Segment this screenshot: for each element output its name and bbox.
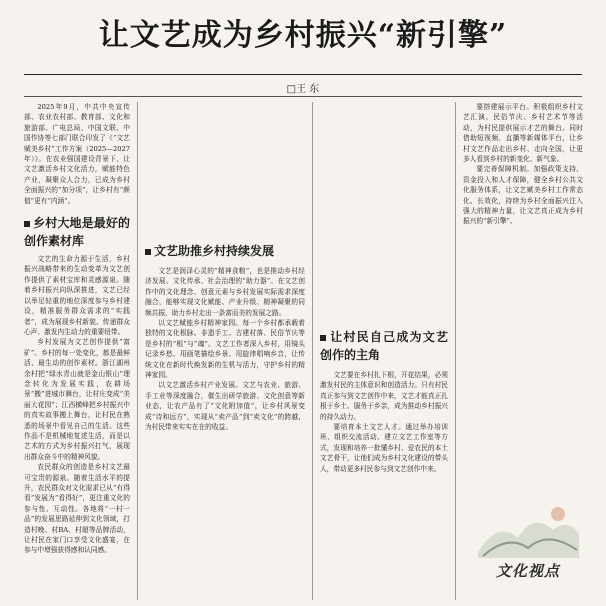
column-1 [24,102,130,602]
article-title: 让文艺成为乡村振兴“新引擎” [98,18,508,53]
section-heading-2 [145,242,305,260]
column-logo [473,500,583,596]
section-heading-3 [320,328,448,364]
body-paragraph: 要完善保障机制。加强政策支持、资金投入和人才保障，健全乡村公共文化服务体系，让文艺赋美乡村工作常态化、长效化，持续为乡村全面振兴注入强大的精神力量，让文艺真正成为乡村振兴的“新引擎”。 [463,165,583,226]
body-paragraph: 要搭建展示平台。积极组织乡村文艺汇演、民俗节庆、乡村艺术节等活动，为村民提供展示才艺的舞台。同时借助短视频、直播等新媒体平台，让乡村文艺作品走出乡村、走向全国，让更多人看到乡村的新变化、新气象。 [463,103,583,164]
column-divider [312,102,313,600]
body-paragraph: 农民群众的创造是乡村文艺最可宝贵的源泉。随着生活水平的提升，农民群众对文化需求已从“有得看”发展为“看得好”，更注重文化的参与性、互动性。各地将“一村一品”的发展思路延伸到文化领域，打造村晚、村BA、村超等品牌活动，让村民在家门口享受文化盛宴，在参与中增强获得感和认同感。 [24,463,130,555]
section-heading-1 [24,214,130,250]
byline: □王 东 [286,84,320,95]
body-paragraph: 以文艺赋能乡村精神家园。每一个乡村都承载着独特的文化根脉。非遗手工、古建村落、民俗节庆等是乡村的“根”与“魂”。文艺工作者深入乡村，用镜头记录乡愁、用画笔描绘乡景、用旋律唱响乡音，让传统文化在新时代焕发新的生机与活力，守护乡村的精神家园。 [145,319,305,380]
column-divider [137,102,138,600]
title-rule [24,74,582,75]
intro-paragraph: 2025年9月，中共中央宣传部、农业农村部、教育部、文化和旅游部、广电总局、中国文联、中国作协等七部门联合印发了《“文艺赋美乡村”工作方案（2025—2027年）》。在农业强国建设背景下，让文艺激活乡村文化活力，赋能特色产业，凝聚众人合力，已成为乡村全面振兴的“加分项”，让乡村有“颜值”更有“内涵”。 [24,103,130,205]
body-paragraph: 乡村发展为文艺创作提供“富矿”。乡村的每一处变化，都是最鲜活、最生动的创作素材。浙江湖州余村把“绿水青山就是金山银山”理念转化为发展实践，农耕场景“搬”进城市舞台，让村庄变成“美丽大花园”；江西横峰把乡村振兴中的真实故事搬上舞台，让村民在熟悉的场景中看见自己的生活。这些作品不是机械地复述生活，而是以艺术的方式为乡村振兴打气，展现出群众奋斗中的精神风貌。 [24,338,130,461]
body-paragraph: 以文艺激活乡村产业发展。文艺与农业、旅游、手工业等深度融合，催生出研学旅游、文化创意等新业态，让农产品有了“文化附加值”，让乡村风景变成“诗和远方”，实现从“卖产品”到“卖文化”的跨越，为村民带来实实在在的收益。 [145,381,305,432]
section-heading-text: 让村民自己成为文艺创作的主角 [320,330,448,362]
logo-text: 文化视点 [495,562,560,580]
body-paragraph: 文艺的生命力源于生活，乡村振兴战略带来的生动变革为文艺创作提供了素材宝库和灵感源泉。随着乡村振兴向纵深推进，文艺已经以举足轻重的地位深度参与乡村建设，精准服务群众需求的“实践者”，成为展现乡村新貌、传递群众心声、激发内生动力的重要纽带。 [24,255,130,336]
heading-marker-icon [145,249,151,255]
body-paragraph: 要培育本土文艺人才。通过举办培训班、组织交流活动、建立文艺工作室等方式，发现和培养一批懂乡村、爱农民的本土文艺骨干，让他们成为乡村文化建设的带头人，带动更多村民参与到文艺创作中来。 [320,423,448,473]
body-paragraph: 文艺是润泽心灵的“精神食粮”，也是推动乡村经济发展、文化传承、社会治理的“助力器”。在文艺创作中的文化理念、创意元素与乡村发展实际需求深度融合，能够实现文化赋能、产业升级、精神凝聚的同频共振，助力乡村走出一条富而美的发展之路。 [145,267,305,317]
byline-rule [24,96,582,97]
heading-marker-icon [24,221,30,227]
heading-marker-icon [320,335,326,341]
column-4 [463,102,583,492]
section-heading-text: 乡村大地是最好的创作素材库 [24,216,130,249]
column-divider [455,102,456,600]
column-2 [145,102,305,602]
section-heading-text: 文艺助推乡村持续发展 [154,244,275,258]
body-paragraph: 文艺要在乡村扎下根，开花结果，必须激发村民的主体意识和创造活力。只有村民真正参与到文艺创作中来，文艺才能真正扎根于乡土、服务于乡亲，成为推动乡村振兴的持久动力。 [320,371,448,421]
column-3 [320,102,448,602]
